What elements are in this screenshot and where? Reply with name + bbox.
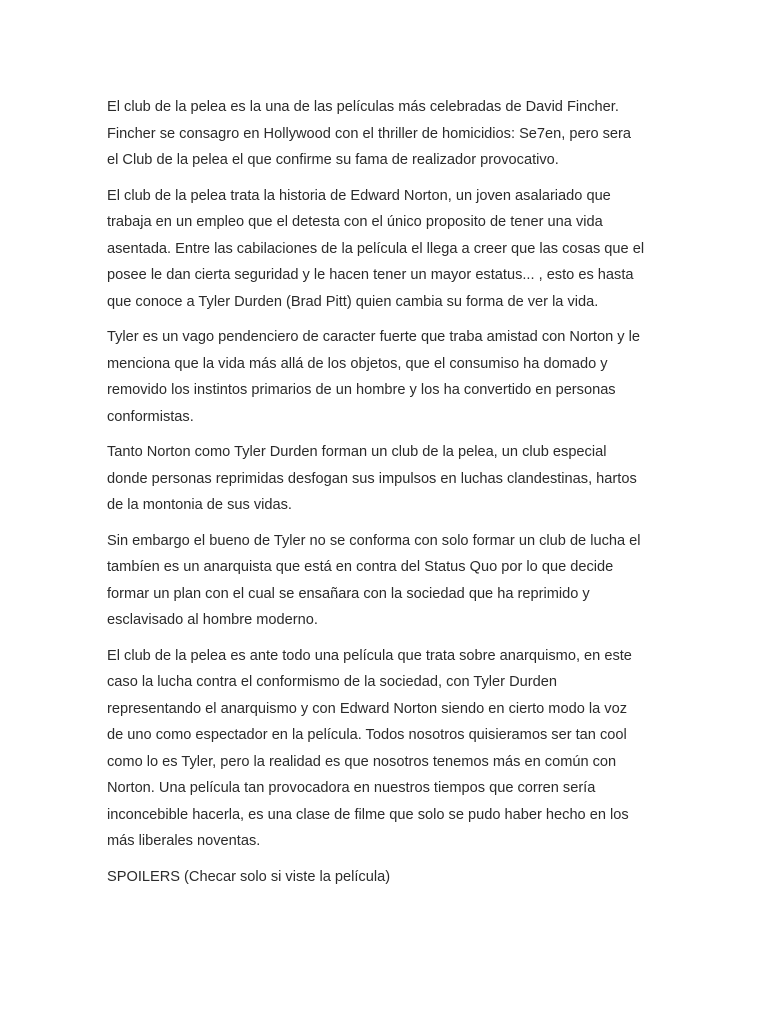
paragraph-6 (107, 643, 667, 855)
text-line: de la montonia de sus vidas. (107, 497, 292, 513)
text-line: El club de la pelea es ante todo una película que trata sobre anarquismo, en este (107, 647, 632, 664)
text-line: representando el anarquismo y con Edward Norton siendo en cierto modo la voz (107, 700, 627, 717)
text-line: donde personas reprimidas desfogan sus impulsos en luchas clandestinas, hartos (107, 470, 637, 487)
text-line: trabaja en un empleo que el detesta con el único proposito de tener una vida (107, 214, 603, 230)
text-line: Norton. Una película tan provocadora en nuestros tiempos que corren sería (107, 780, 596, 796)
text-line: esclavisado al hombre moderno. (107, 612, 318, 628)
text-line: asentada. Entre las cabilaciones de la película el llega a creer que las cosas que el (107, 240, 645, 257)
text-line: el Club de la pelea el que confirme su fama de realizador provocativo. (107, 152, 559, 168)
text-line: formar un plan con el cual se ensañara con la sociedad que ha reprimido y (107, 585, 590, 602)
text-line: SPOILERS (Checar solo si viste la película) (107, 868, 391, 885)
document-page (107, 94, 667, 899)
text-line: El club de la pelea trata la historia de Edward Norton, un joven asalariado que (107, 187, 611, 204)
paragraph-2 (107, 183, 667, 316)
paragraph-4 (107, 439, 667, 519)
text-line: caso la lucha contra el conformismo de la sociedad, con Tyler Durden (107, 674, 557, 690)
text-line: menciona que la vida más allá de los objetos, que el consumiso ha domado y (107, 355, 608, 372)
paragraph-spoilers-heading (107, 864, 667, 891)
paragraph-3 (107, 324, 667, 430)
text-line: conformistas. (107, 408, 194, 425)
text-line: inconcebible hacerla, es una clase de filme que solo se pudo haber hecho en los (107, 806, 629, 823)
text-line: más liberales noventas. (107, 833, 261, 849)
paragraph-1 (107, 94, 667, 174)
text-line: posee le dan cierta seguridad y le hacen tener un mayor estatus... , esto es hasta (107, 267, 634, 283)
text-line: tambíen es un anarquista que está en contra del Status Quo por lo que decide (107, 559, 614, 575)
text-line: como lo es Tyler, pero la realidad es que nosotros tenemos más en común con (107, 753, 617, 770)
text-line: Tanto Norton como Tyler Durden forman un club de la pelea, un club especial (107, 444, 607, 460)
text-line: que conoce a Tyler Durden (Brad Pitt) quien cambia su forma de ver la vida. (107, 293, 599, 310)
paragraph-5 (107, 528, 667, 634)
text-line: Tyler es un vago pendenciero de caracter fuerte que traba amistad con Norton y le (107, 329, 640, 345)
text-line: El club de la pelea es la una de las películas más celebradas de David Fincher. (107, 99, 619, 115)
text-line: removido los instintos primarios de un hombre y los ha convertido en personas (107, 382, 616, 398)
text-line: de uno como espectador en la película. Todos nosotros quisieramos ser tan cool (107, 727, 627, 743)
text-line: Fincher se consagro en Hollywood con el thriller de homicidios: Se7en, pero sera (107, 125, 632, 142)
text-line: Sin embargo el bueno de Tyler no se conforma con solo formar un club de lucha el (107, 532, 641, 549)
